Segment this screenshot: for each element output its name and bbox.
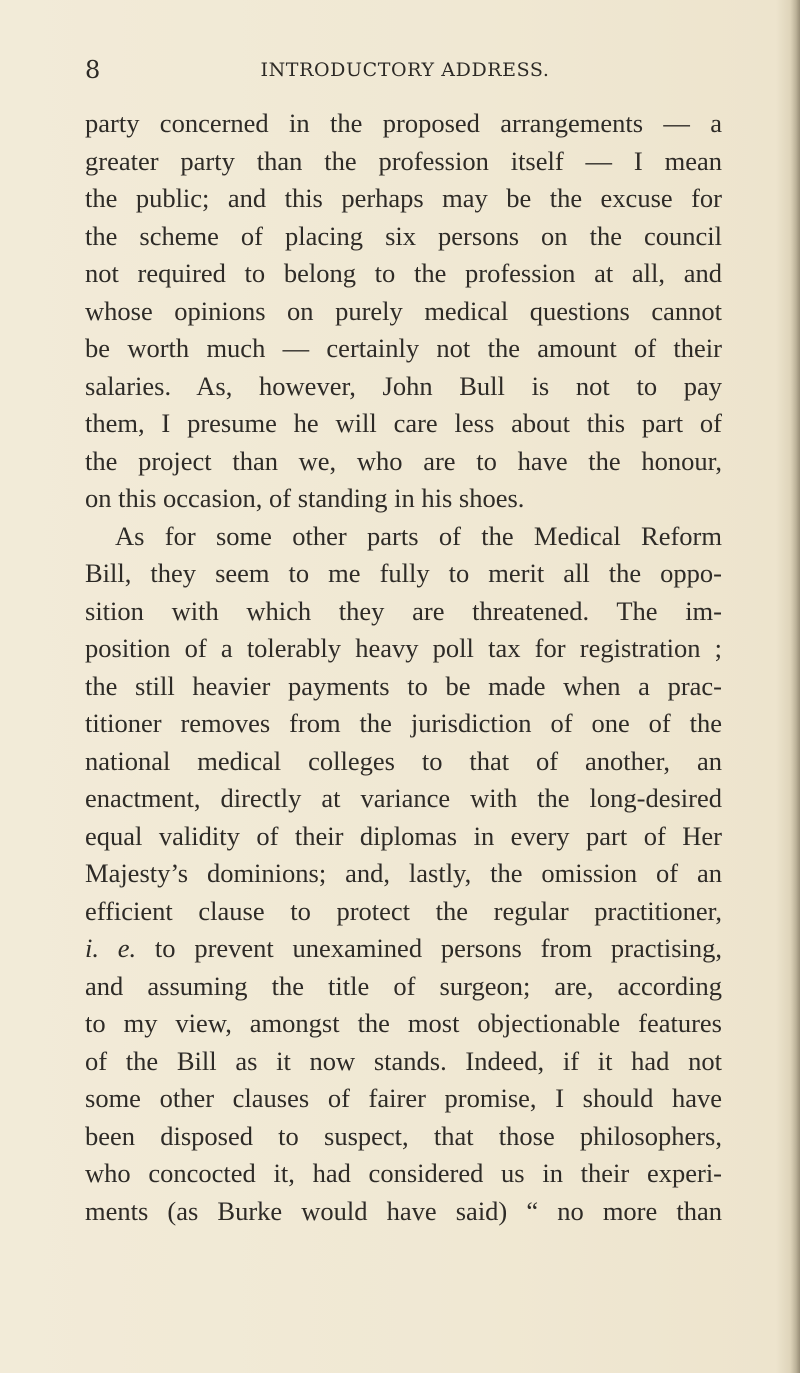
text-line-rest: to prevent unexamined persons from practising, [136,933,722,963]
text-line: the project than we, who are to have the honour, [85,445,722,476]
text-line: the still heavier payments to be made when a prac- [85,670,722,701]
text-line: salaries. As, however, John Bull is not to pay [85,370,722,401]
text-line: ments (as Burke would have said) “ no more than [85,1195,722,1226]
text-line: not required to belong to the profession at all, and [85,258,722,288]
text-line: enactment, directly at variance with the long-desired [85,783,722,813]
text-line: Majesty’s dominions; and, lastly, the omission of an [85,858,722,888]
text-line: whose opinions on purely medical questions cannot [85,295,722,326]
text-line: of the Bill as it now stands. Indeed, if it had not [85,1045,722,1076]
text-line: equal validity of their diplomas in every part of Her [85,820,722,851]
page-number: 8 [85,56,101,84]
text-line [85,930,722,968]
text-line: position of a tolerably heavy poll tax for registration ; [85,633,722,663]
text-line: sition with which they are threatened. The im- [85,595,722,626]
text-line: national medical colleges to that of another, an [85,745,722,776]
text-line: Bill, they seem to me fully to merit all the oppo- [85,558,722,588]
text-line: and assuming the title of surgeon; are, according [85,970,722,1001]
page-header [85,56,725,90]
text-line: been disposed to suspect, that those philosophers, [85,1120,722,1151]
body-text [85,105,722,1230]
italic-abbreviation: i. e. [85,933,137,963]
text-line: party concerned in the proposed arrangements — a [85,108,722,138]
text-line: efficient clause to protect the regular practitioner, [85,895,722,926]
text-line: be worth much — certainly not the amount of their [85,333,722,363]
text-line: greater party than the profession itself — I mean [85,145,722,176]
text-line: the scheme of placing six persons on the council [85,220,722,251]
text-line: the public; and this perhaps may be the excuse for [85,183,722,213]
text-line: titioner removes from the jurisdiction of one of the [85,708,722,738]
text-line-paragraph-start: As for some other parts of the Medical Reform [115,520,722,551]
text-line: to my view, amongst the most objectionable features [85,1008,722,1038]
running-head: INTRODUCTORY ADDRESS. [260,59,550,81]
text-line: them, I presume he will care less about this part of [85,408,722,438]
page-edge-shadow [790,0,800,1373]
text-line: some other clauses of fairer promise, I should have [85,1083,722,1113]
text-line-paragraph-end: on this occasion, of standing in his shoes. [85,483,525,513]
text-line: who concocted it, had considered us in their experi- [85,1158,722,1188]
